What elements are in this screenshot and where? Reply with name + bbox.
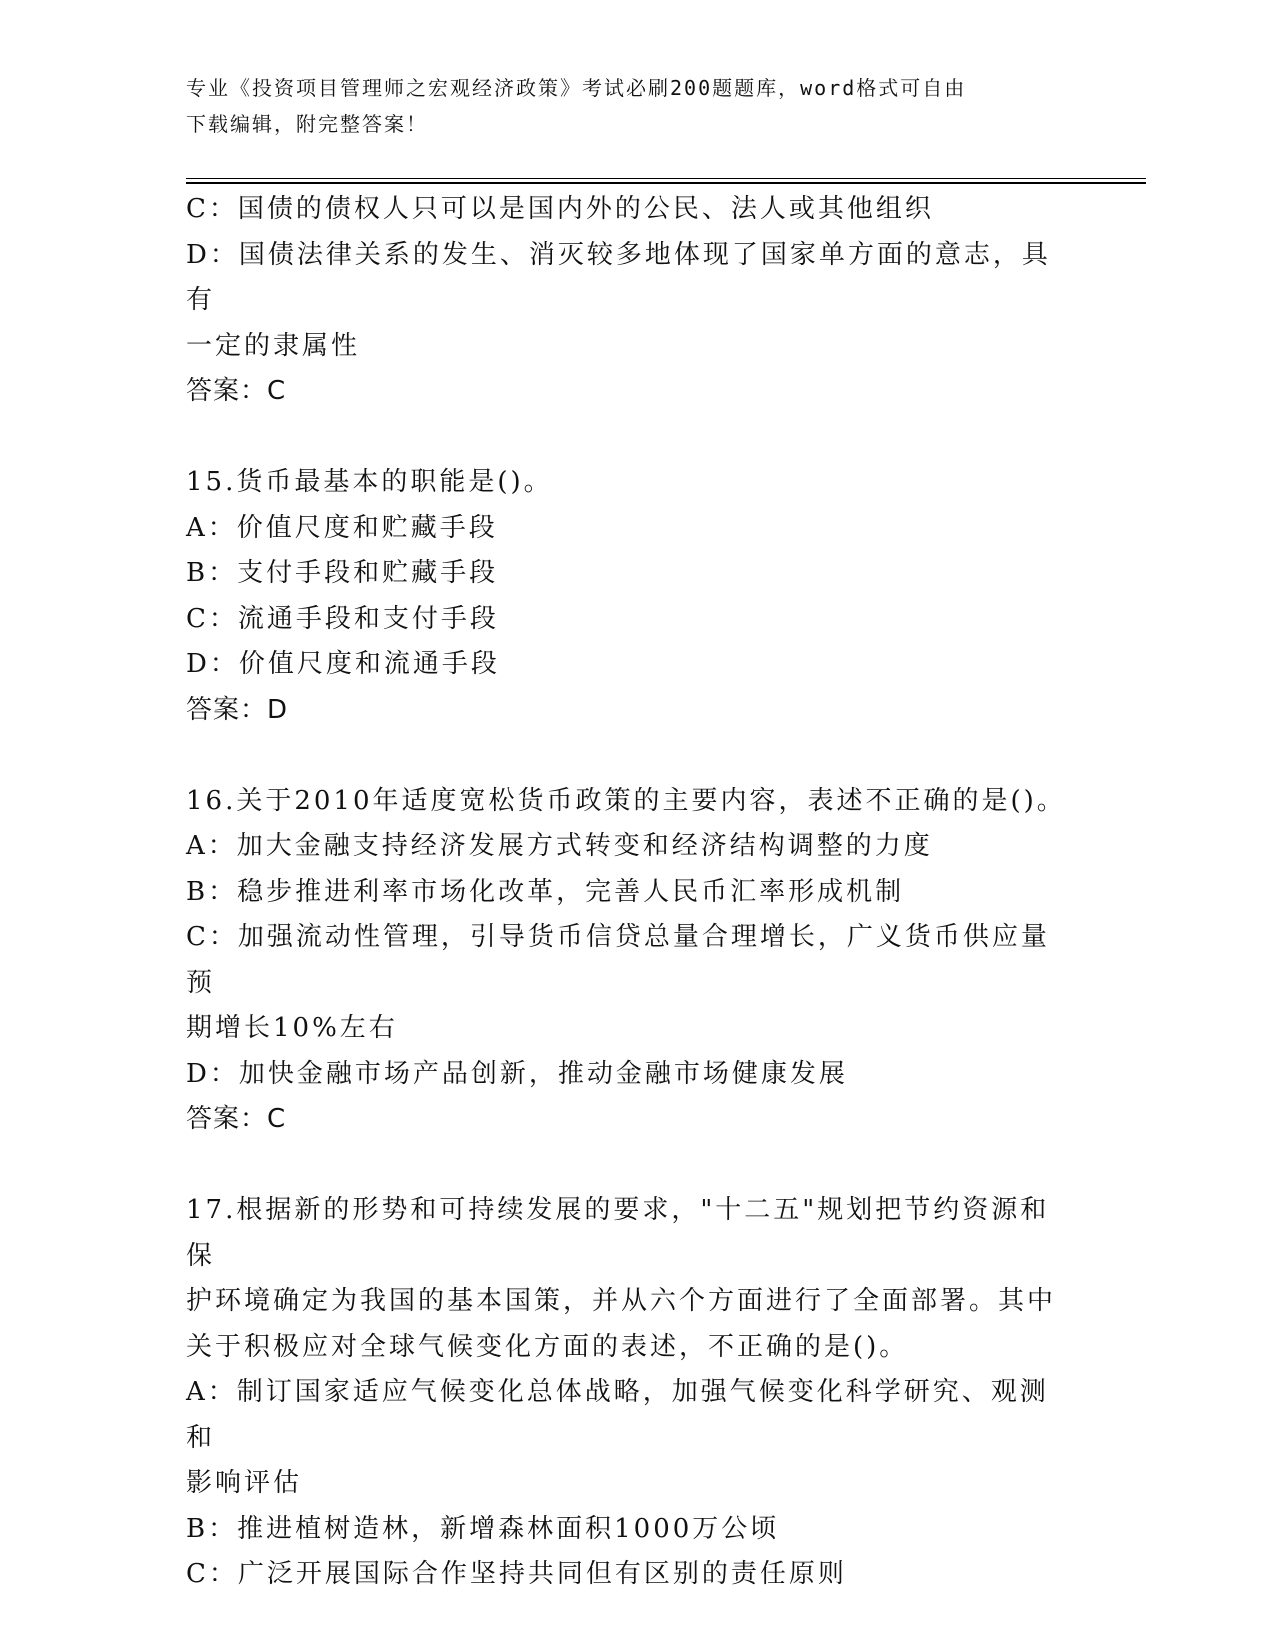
document-header — [186, 70, 1066, 142]
question-stem-continued: 护环境确定为我国的基本国策，并从六个方面进行了全面部署。其中 — [186, 1286, 1057, 1316]
question-block-previous — [186, 187, 1066, 415]
option-b: B：推进植树造林，新增森林面积1000万公顷 — [186, 1513, 780, 1544]
header-line-1: 专业《投资项目管理师之宏观经济政策》考试必刷200题题库，word格式可自由 — [186, 76, 967, 100]
option-d: D：国债法律关系的发生、消灭较多地体现了国家单方面的意志，具有 — [186, 239, 1051, 315]
option-c: C：加强流动性管理，引导货币信贷总量合理增长，广义货币供应量预 — [186, 922, 1050, 998]
option-b: B：稳步推进利率市场化改革，完善人民币汇率形成机制 — [186, 876, 905, 907]
answer-line: 答案：C — [186, 1104, 287, 1134]
spacer — [186, 415, 1066, 461]
option-c: C：广泛开展国际合作坚持共同但有区别的责任原则 — [186, 1559, 847, 1589]
option-d-continued: 一定的隶属性 — [186, 330, 361, 361]
header-line-2: 下载编辑，附完整答案！ — [186, 112, 428, 136]
option-a: A：加大金融支持经济发展方式转变和经济结构调整的力度 — [186, 831, 933, 861]
answer-line: 答案：D — [186, 694, 289, 725]
option-a-continued: 影响评估 — [186, 1468, 303, 1498]
option-c: C：国债的债权人只可以是国内外的公民、法人或其他组织 — [186, 194, 934, 224]
header-divider-thin — [186, 178, 1146, 179]
option-d: D：加快金融市场产品创新，推动金融市场健康发展 — [186, 1058, 848, 1089]
document-body — [186, 187, 1066, 1598]
question-block-17 — [186, 1188, 1066, 1598]
spacer — [186, 1143, 1066, 1189]
option-c: C：流通手段和支付手段 — [186, 603, 499, 634]
header-divider-thick — [186, 182, 1146, 184]
question-stem-continued: 关于积极应对全球气候变化方面的表述，不正确的是()。 — [186, 1331, 909, 1362]
option-a: A：制订国家适应气候变化总体战略，加强气候变化科学研究、观测和 — [186, 1377, 1049, 1453]
question-stem: 16.关于2010年适度宽松货币政策的主要内容，表述不正确的是()。 — [186, 785, 1066, 816]
option-d: D：价值尺度和流通手段 — [186, 649, 500, 679]
option-a: A：价值尺度和贮藏手段 — [186, 512, 498, 543]
option-c-continued: 期增长10%左右 — [186, 1013, 398, 1043]
answer-line: 答案：C — [186, 376, 287, 406]
question-stem: 15.货币最基本的职能是()。 — [186, 467, 553, 497]
question-block-15 — [186, 460, 1066, 733]
question-block-16 — [186, 779, 1066, 1143]
question-stem: 17.根据新的形势和可持续发展的要求，"十二五"规划把节约资源和保 — [186, 1195, 1050, 1271]
option-b: B：支付手段和贮藏手段 — [186, 558, 499, 588]
spacer — [186, 733, 1066, 779]
